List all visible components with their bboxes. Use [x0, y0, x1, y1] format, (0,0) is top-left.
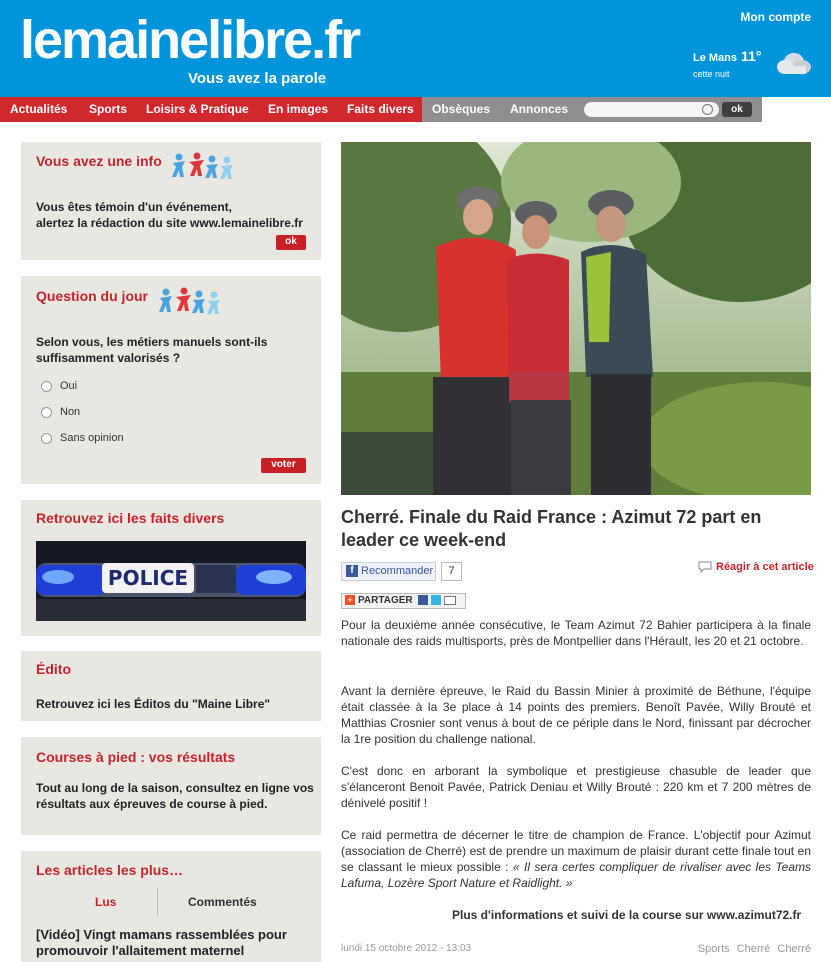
- weather-period: cette nuit: [693, 69, 730, 79]
- article-photo[interactable]: [341, 142, 811, 495]
- article-tags: [694, 943, 811, 955]
- site-logo[interactable]: lemainelibre.fr: [20, 10, 360, 70]
- article-paragraph: Pour la deuxième année consécutive, le Team Azimut 72 Bahier participera à la finale nationale des raids multisports, près de Montpellier dans l'Hérault, les 20 et 21 octobre.: [341, 618, 811, 648]
- article-paragraph: Avant la dernière épreuve, le Raid du Bassin Minier à proximité de Béthune, l'équipe était classée à la 3e place à 14 points des premiers. Benoît Pavée, Willy Brouté et Matthias Crosnier sont venus à bout de ce périple dans le Nord, finissant par décrocher la 1re position du challenge national.: [341, 684, 811, 746]
- twitter-icon: [431, 595, 441, 605]
- courses-text: Tout au long de la saison, consultez en ligne vos résultats aux épreuves de course à pied.: [36, 781, 314, 811]
- account-link[interactable]: Mon compte: [740, 10, 811, 24]
- radio-button[interactable]: [41, 407, 52, 418]
- poll-option-sans-opinion[interactable]: Sans opinion: [41, 432, 124, 444]
- nav-item-annonces[interactable]: Annonces: [510, 102, 569, 116]
- search-button[interactable]: ok: [722, 102, 752, 117]
- poll-question: Selon vous, les métiers manuels sont-ils suffisamment valorisés ?: [36, 335, 268, 365]
- main-nav: [0, 97, 831, 122]
- people-icon: [171, 152, 241, 180]
- courses-title[interactable]: Courses à pied : vos résultats: [36, 749, 236, 765]
- nav-item-sports[interactable]: Sports: [89, 102, 128, 116]
- police-car-lights-image: [36, 541, 306, 621]
- tab-lus[interactable]: Lus: [95, 895, 117, 909]
- tab-commentes[interactable]: Commentés: [188, 895, 257, 909]
- faits-divers-title[interactable]: Retrouvez ici les faits divers: [36, 510, 225, 526]
- nav-item-actualites[interactable]: Actualités: [10, 102, 68, 116]
- poll-option-non[interactable]: Non: [41, 406, 80, 418]
- nav-item-en-images[interactable]: En images: [268, 102, 329, 116]
- faits-divers-box: [21, 500, 321, 636]
- popular-article-link[interactable]: [Vidéo] Vingt mamans rassemblées pour promouvoir l'allaitement maternel: [36, 927, 287, 958]
- facebook-icon: f: [346, 565, 358, 577]
- popular-articles-title: Les articles les plus…: [36, 862, 184, 878]
- edito-title[interactable]: Édito: [36, 661, 71, 677]
- people-icon: [158, 287, 228, 315]
- search-input[interactable]: [584, 102, 719, 117]
- info-box-title[interactable]: Vous avez une info: [36, 153, 162, 169]
- search-icon: [702, 104, 713, 115]
- popular-articles-box: [21, 851, 321, 962]
- police-image[interactable]: [36, 541, 306, 621]
- react-link[interactable]: Réagir à cet article: [698, 561, 814, 573]
- edito-text: Retrouvez ici les Éditos du "Maine Libre": [36, 697, 271, 711]
- facebook-icon: [418, 595, 428, 605]
- poll-title: Question du jour: [36, 288, 148, 304]
- comment-bubble-icon: [698, 561, 712, 573]
- nav-item-loisirs[interactable]: Loisirs & Pratique: [146, 102, 249, 116]
- article-date: lundi 15 octobre 2012 - 13:03: [341, 943, 472, 954]
- poll-option-oui[interactable]: Oui: [41, 380, 77, 392]
- edito-box: [21, 651, 321, 721]
- courses-box: [21, 737, 321, 835]
- article-headline: Cherré. Finale du Raid France : Azimut 72 part en leader ce week-end: [341, 507, 762, 550]
- radio-button[interactable]: [41, 433, 52, 444]
- radio-button[interactable]: [41, 381, 52, 392]
- svg-text:POLICE: POLICE: [107, 566, 189, 590]
- tag-link[interactable]: Cherré: [777, 943, 811, 955]
- info-box-text: Vous êtes témoin d'un événement, alertez la rédaction du site www.lemainelibre.fr: [36, 200, 303, 230]
- nav-item-obseques[interactable]: Obsèques: [432, 102, 491, 116]
- tag-link[interactable]: Cherré: [736, 943, 771, 955]
- share-button[interactable]: + PARTAGER: [341, 593, 466, 609]
- facebook-count: 7: [441, 562, 462, 581]
- nav-item-faits-divers[interactable]: Faits divers: [347, 102, 414, 116]
- email-icon: [444, 596, 456, 605]
- article-photo-image: [341, 142, 811, 495]
- facebook-recommend-button[interactable]: f Recommander: [341, 562, 436, 581]
- tag-link[interactable]: Sports: [697, 943, 730, 955]
- weather-temp: 11°: [741, 48, 762, 64]
- more-info-link[interactable]: Plus d'informations et suivi de la course sur www.azimut72.fr: [452, 908, 802, 922]
- poll-box: [21, 276, 321, 484]
- info-ok-button[interactable]: ok: [276, 235, 306, 250]
- weather-widget[interactable]: [693, 48, 761, 79]
- article-paragraph: C'est donc en arborant la symbolique et prestigieuse chasuble de leader que s'élanceront Benoit Pavée, Patrick Deniau et Willy Brouté : 220 km et 7 200 mètres de dénivelé positif !: [341, 764, 811, 810]
- weather-city: Le Mans: [693, 52, 738, 64]
- vote-button[interactable]: voter: [261, 458, 306, 473]
- cloud-icon: [776, 50, 812, 76]
- info-box: [21, 142, 321, 260]
- site-tagline: Vous avez la parole: [188, 70, 327, 87]
- plus-icon: +: [345, 595, 355, 605]
- article-paragraph: Ce raid permettra de décerner le titre de champion de France. L'objectif pour Azimut (association de Cherré) est de prendre un maximum de plaisir durant cette finale tout en se classant le mieux possible : « Il sera certes compliquer de rivaliser avec les Teams Lafuma, Lozère Sport Nature et Raidlight. »: [341, 828, 811, 890]
- site-header: [0, 0, 831, 97]
